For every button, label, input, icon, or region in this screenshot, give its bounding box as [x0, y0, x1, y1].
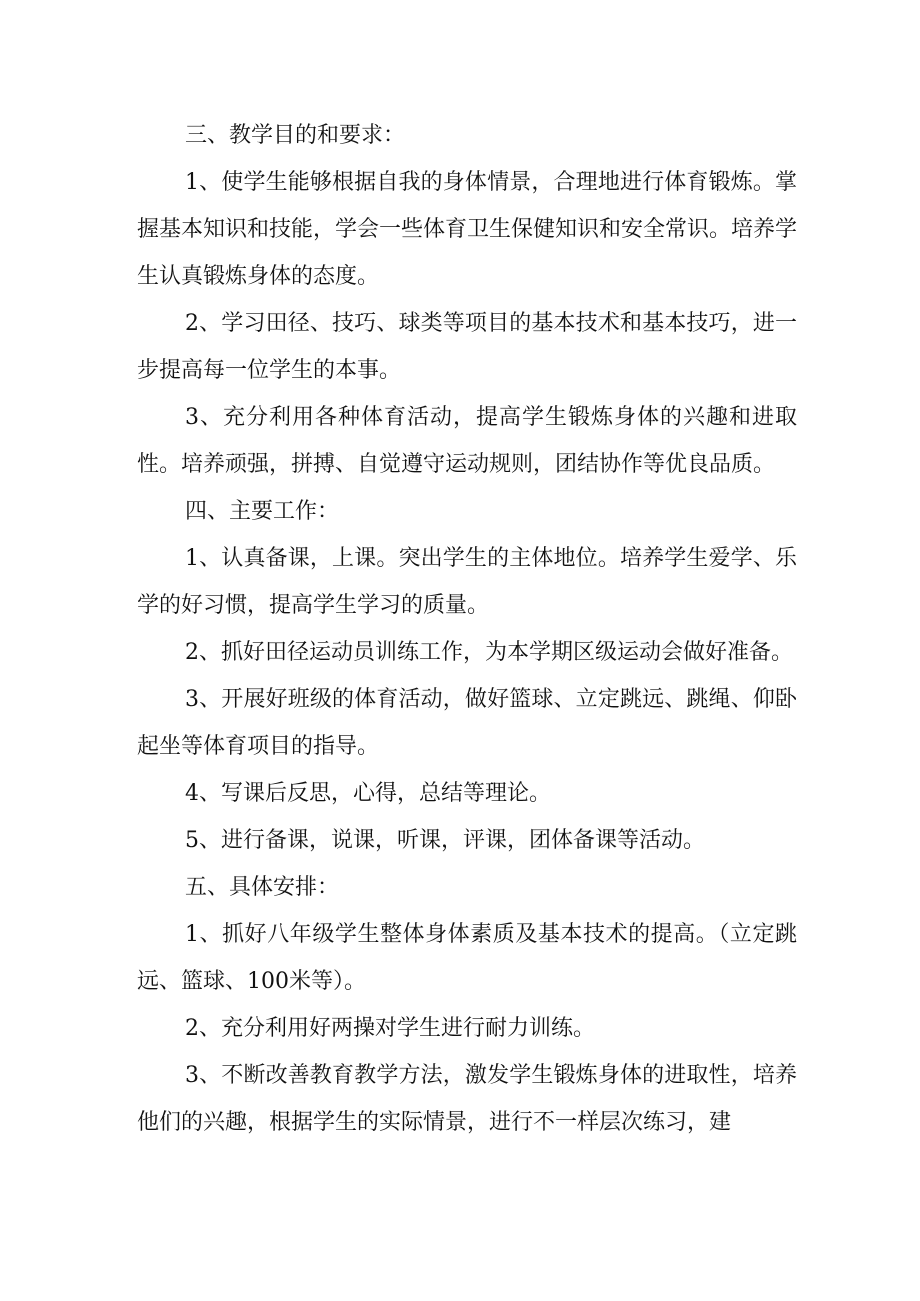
paragraph-plan-1: 1、抓好八年级学生整体身体素质及基本技术的提高。（立定跳远、篮球、100米等）。	[137, 922, 797, 994]
paragraph-goal-3: 3、充分利用各种体育活动，提高学生锻炼身体的兴趣和进取性。培养顽强，拼搏、自觉遵守运动规则，团结协作等优良品质。	[137, 405, 797, 477]
section-heading-4: 四、主要工作：	[185, 499, 340, 524]
paragraph-plan-2: 2、充分利用好两操对学生进行耐力训练。	[185, 1016, 595, 1041]
paragraph-goal-1: 1、使学生能够根据自我的身体情景，合理地进行体育锻炼。掌握基本知识和技能，学会一些体育卫生保健知识和安全常识。培养学生认真锻炼身体的态度。	[137, 170, 798, 289]
paragraph-work-5: 5、进行备课，说课，听课，评课，团体备课等活动。	[185, 828, 705, 853]
section-heading-3: 三、教学目的和要求：	[185, 123, 406, 148]
paragraph-work-4: 4、写课后反思，心得，总结等理论。	[185, 781, 551, 806]
paragraph-plan-3: 3、不断改善教育教学方法，激发学生锻炼身体的进取性，培养他们的兴趣，根据学生的实际情景，进行不一样层次练习，建	[137, 1063, 797, 1135]
section-heading-5: 五、具体安排：	[185, 875, 340, 900]
document-body	[137, 112, 797, 1146]
paragraph-work-3: 3、开展好班级的体育活动，做好篮球、立定跳远、跳绳、仰卧起坐等体育项目的指导。	[137, 687, 797, 759]
paragraph-work-1: 1、认真备课，上课。突出学生的主体地位。培养学生爱学、乐学的好习惯，提高学生学习的质量。	[137, 546, 797, 618]
paragraph-work-2: 2、抓好田径运动员训练工作，为本学期区级运动会做好准备。	[185, 640, 793, 665]
paragraph-goal-2: 2、学习田径、技巧、球类等项目的基本技术和基本技巧，进一步提高每一位学生的本事。	[137, 311, 797, 383]
